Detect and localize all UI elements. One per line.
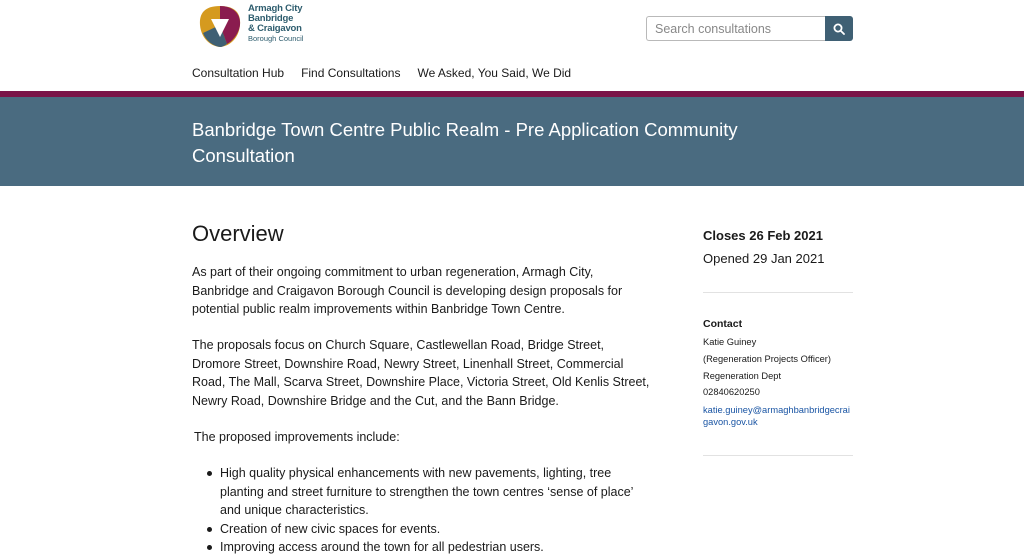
site-header	[0, 0, 1024, 91]
overview-section	[192, 220, 662, 554]
nav-consultation-hub[interactable]: Consultation Hub	[192, 66, 285, 80]
consultation-sidebar	[703, 226, 853, 427]
section-heading: Overview	[192, 221, 284, 246]
contact-heading: Contact	[703, 318, 743, 330]
search-form	[646, 16, 853, 41]
list-item: Improving access around the town for all pedestrian users.	[192, 538, 642, 557]
nav-we-asked-we-did[interactable]: We Asked, You Said, We Did	[417, 66, 572, 80]
list-item: High quality physical enhancements with new pavements, lighting, tree planting and street furniture to strengthen the town centres ‘sense of place’ and unique characteristics.	[192, 464, 642, 520]
overview-paragraph-3: The proposed improvements include:	[194, 430, 400, 444]
page-title: Banbridge Town Centre Public Realm - Pre Application Community Consultation	[192, 119, 738, 166]
logo-line-1: Armagh City	[248, 3, 303, 14]
improvements-list	[192, 464, 642, 557]
sidebar-divider	[703, 455, 853, 456]
contact-email-link[interactable]: katie.guiney@armaghbanbridgecraigavon.gov.uk	[703, 405, 850, 427]
logo-subtitle: Borough Council	[248, 34, 304, 43]
search-icon	[833, 23, 845, 35]
contact-phone: 02840620250	[703, 387, 760, 398]
contact-department: Regeneration Dept	[703, 370, 782, 381]
logo-wordmark	[248, 4, 303, 44]
contact-role: (Regeneration Projects Officer)	[703, 353, 831, 364]
opening-date: Opened 29 Jan 2021	[703, 251, 825, 266]
contact-block	[703, 317, 853, 428]
sidebar-divider	[703, 292, 853, 293]
overview-paragraph-2: The proposals focus on Church Square, Castlewellan Road, Bridge Street, Dromore Street, Downshire Road, Newry Street, Linenhall Street, Commercial Road, The Mall, Scarva Street, Downshire Place, Victoria Street, Old Kenlis Street, Newry Road, Downshire Bridge and the Cut, and the Bann Bridge.	[192, 338, 650, 408]
search-button[interactable]	[825, 16, 853, 41]
main-nav	[192, 66, 588, 80]
council-logo[interactable]	[197, 3, 317, 49]
council-crest-icon	[197, 3, 243, 49]
overview-paragraph-1: As part of their ongoing commitment to urban regeneration, Armagh City, Banbridge and Craigavon Borough Council is developing design proposals for potential public realm improvements within Banbridge Town Centre.	[192, 265, 623, 316]
list-item: Creation of new civic spaces for events.	[192, 520, 642, 539]
closing-date: Closes 26 Feb 2021	[703, 228, 823, 243]
nav-find-consultations[interactable]: Find Consultations	[301, 66, 401, 80]
logo-line-3: & Craigavon	[248, 23, 302, 34]
contact-name: Katie Guiney	[703, 337, 757, 347]
search-input[interactable]	[646, 16, 825, 41]
title-banner	[0, 97, 1024, 186]
logo-line-2: Banbridge	[248, 13, 294, 24]
